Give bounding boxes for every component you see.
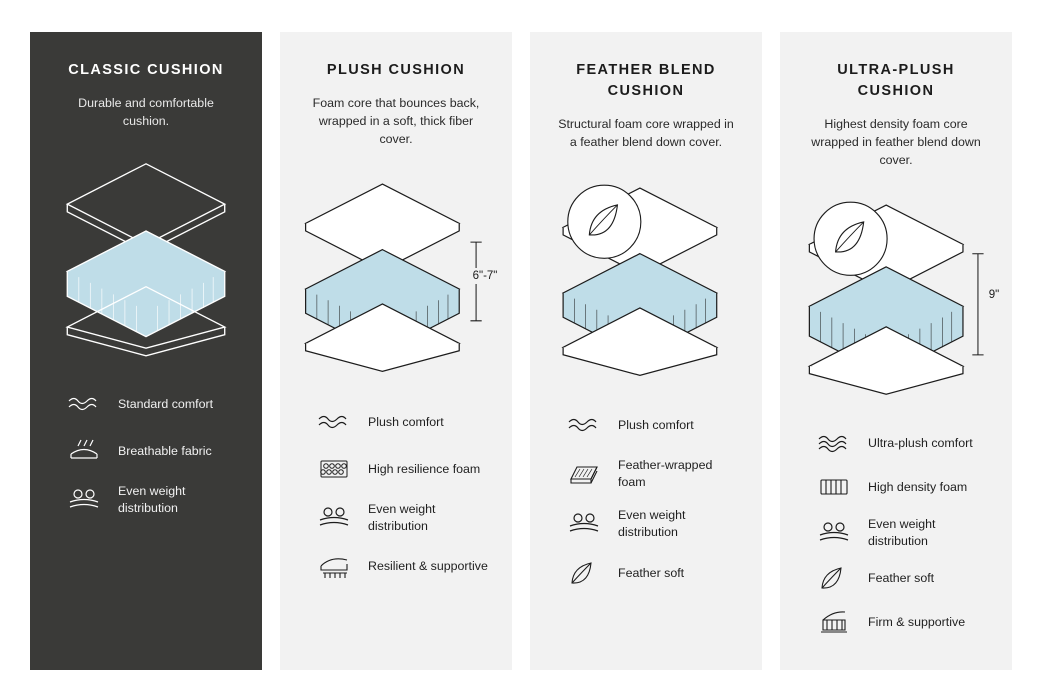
firm-support-icon xyxy=(814,607,854,637)
feature-label: Ultra-plush comfort xyxy=(868,435,973,450)
feature-list xyxy=(300,407,492,581)
feature-label: Plush comfort xyxy=(368,414,444,429)
feather-wrapped-foam-icon xyxy=(564,459,604,489)
breathable-fabric-icon xyxy=(64,436,104,466)
cushion-exploded-diagram xyxy=(50,141,242,371)
dimension-label: 9" xyxy=(988,288,1000,301)
honeycomb-foam-icon xyxy=(314,454,354,484)
feature-label: Firm & supportive xyxy=(868,615,966,630)
list-item xyxy=(814,516,992,549)
cushion-exploded-diagram xyxy=(550,162,742,392)
list-item xyxy=(814,563,992,593)
card-description: Structural foam core wrapped in a feather blend down cover. xyxy=(558,117,734,150)
card-description: Highest density foam core wrapped in feather blend down cover. xyxy=(811,117,981,167)
waves-icon xyxy=(814,428,854,458)
list-item xyxy=(314,501,492,534)
leaf-icon xyxy=(814,563,854,593)
list-item xyxy=(64,483,242,516)
feature-label: Plush comfort xyxy=(618,417,694,432)
feature-label: Resilient & supportive xyxy=(368,559,488,574)
cushion-card-classic xyxy=(30,32,262,670)
resilient-support-icon xyxy=(314,551,354,581)
feature-label: Even weight distribution xyxy=(118,483,186,515)
feature-label: Standard comfort xyxy=(118,396,214,411)
list-item xyxy=(64,436,242,466)
waves-icon xyxy=(564,410,604,440)
feature-label: High resilience foam xyxy=(368,461,481,476)
weight-distribution-icon xyxy=(314,503,354,533)
card-title: CLASSIC CUSHION xyxy=(68,62,224,78)
card-title: PLUSH CUSHION xyxy=(326,62,466,78)
feature-list xyxy=(50,389,242,516)
card-description: Foam core that bounces back, wrapped in a soft, thick fiber cover. xyxy=(312,96,480,146)
list-item xyxy=(64,389,242,419)
feature-label: Even weight distribution xyxy=(618,508,686,540)
feature-label: Even weight distribution xyxy=(368,501,436,533)
weight-distribution-icon xyxy=(814,518,854,548)
feature-label: High density foam xyxy=(868,479,968,494)
list-item xyxy=(564,457,742,490)
card-title: ULTRA-PLUSH CUSHION xyxy=(837,62,955,100)
weight-distribution-icon xyxy=(564,509,604,539)
feature-list xyxy=(550,410,742,588)
list-item xyxy=(814,607,992,637)
list-item xyxy=(564,410,742,440)
list-item xyxy=(814,472,992,502)
list-item xyxy=(564,558,742,588)
feature-list xyxy=(800,428,992,637)
list-item xyxy=(814,428,992,458)
cushion-card-feather-blend xyxy=(530,32,762,670)
weight-distribution-icon xyxy=(64,485,104,515)
feature-label: Feather-wrapped foam xyxy=(618,458,713,489)
cushion-exploded-diagram xyxy=(800,180,1000,410)
feature-label: Breathable fabric xyxy=(118,443,212,458)
dimension-label: 6"-7" xyxy=(472,269,498,282)
feature-label: Feather soft xyxy=(868,571,935,586)
high-density-foam-icon xyxy=(814,472,854,502)
list-item xyxy=(314,454,492,484)
list-item xyxy=(314,407,492,437)
list-item xyxy=(564,507,742,540)
feature-label: Even weight distribution xyxy=(868,516,936,548)
card-description: Durable and comfortable cushion. xyxy=(78,96,214,128)
cushion-card-ultra-plush xyxy=(780,32,1012,670)
list-item xyxy=(314,551,492,581)
leaf-icon xyxy=(564,558,604,588)
cushion-card-plush xyxy=(280,32,512,670)
feature-label: Feather soft xyxy=(618,565,685,580)
cushion-exploded-diagram xyxy=(300,159,498,389)
waves-icon xyxy=(64,389,104,419)
card-title: FEATHER BLEND CUSHION xyxy=(576,62,716,100)
waves-icon xyxy=(314,407,354,437)
